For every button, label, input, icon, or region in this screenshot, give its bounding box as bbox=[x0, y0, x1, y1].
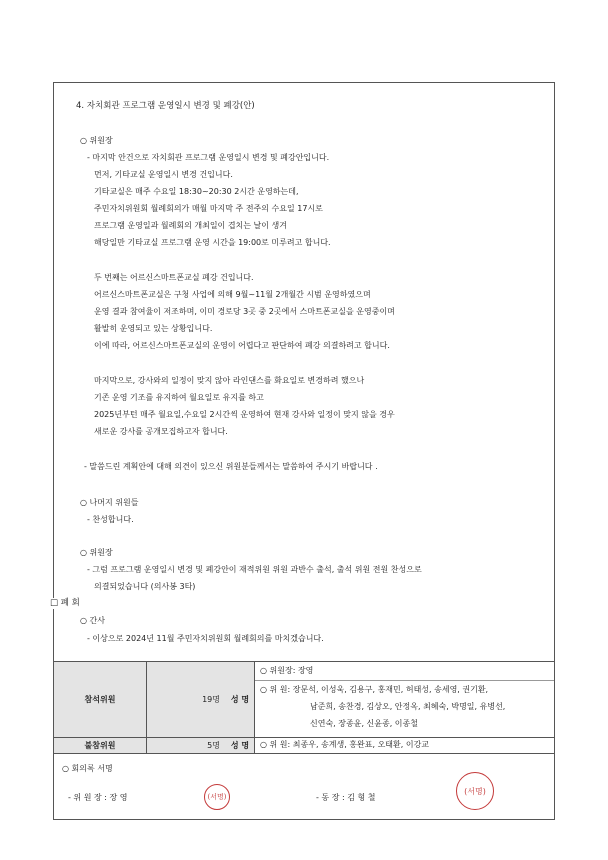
chair-line: 이에 따라, 어르신스마트폰교실의 운영이 어렵다고 판단하여 폐강 의결하려고 합니다. bbox=[94, 341, 390, 350]
chair-line: 의결되었습니다 (의사봉 3타) bbox=[94, 582, 196, 591]
chair-signature-stamp: (서명) bbox=[204, 784, 230, 810]
dong-chief-signature: - 동 장 : 김 형 철 bbox=[316, 793, 376, 802]
chair-line: - 그럼 프로그램 운영일시 변경 및 폐강안이 재적위원 위원 과반수 출석, 출석 위원 전원 찬성으로 bbox=[87, 565, 422, 574]
others-label: ○ 나머지 위원들 bbox=[80, 498, 139, 507]
others-speech: - 찬성합니다. bbox=[87, 515, 134, 524]
minutes-body bbox=[50, 83, 554, 662]
table-rule bbox=[54, 661, 554, 662]
chair-line: 마지막으로, 강사와의 일정이 맞지 않아 라인댄스를 화요일로 변경하려 했으나 bbox=[94, 376, 365, 385]
present-label: 참석위원 bbox=[54, 661, 146, 737]
chair-signature: - 위 원 장 : 장 영 bbox=[68, 793, 128, 802]
present-count: 19명 bbox=[146, 661, 226, 737]
secretary-label: ○ 간사 bbox=[80, 616, 105, 625]
chair-line: 해당일만 기타교실 프로그램 운영 시간을 19:00로 미루려고 합니다. bbox=[94, 238, 331, 247]
attendance-table bbox=[54, 661, 554, 753]
absent-members: ○ 위 원: 최종우, 송계생, 홍완표, 오태환, 이강교 bbox=[260, 740, 430, 749]
absent-name-label: 성 명 bbox=[226, 737, 254, 753]
absent-count: 5명 bbox=[146, 737, 226, 753]
dong-chief-signature-stamp: (서명) bbox=[456, 772, 494, 810]
chair-line: 운영 결과 참여율이 저조하며, 이미 경로당 3곳 중 2곳에서 스마트폰교실을 운영중이며 bbox=[94, 307, 395, 316]
chair-label-2: ○ 위원장 bbox=[80, 548, 113, 557]
closing-heading: □ 폐 회 bbox=[50, 598, 84, 609]
chair-line: 활발히 운영되고 있는 상황입니다. bbox=[94, 324, 213, 333]
present-name-label: 성 명 bbox=[226, 661, 254, 737]
table-rule bbox=[54, 737, 554, 738]
members-line: 신연숙, 장종윤, 신윤종, 이종철 bbox=[310, 719, 418, 728]
chair-name-line: ○ 위원장: 장영 bbox=[260, 666, 314, 675]
chair-line: - 마지막 안건으로 자치회관 프로그램 운영일시 변경 및 폐강안입니다. bbox=[87, 153, 330, 162]
chair-label-1: ○ 위원장 bbox=[80, 136, 113, 145]
chair-line: 어르신스마트폰교실은 구청 사업에 의해 9월~11월 2개월간 시범 운영하였으며 bbox=[94, 290, 371, 299]
minutes-page bbox=[50, 82, 555, 820]
signature-title: ○ 회의록 서명 bbox=[62, 764, 113, 773]
chair-line: 주민자치위원회 월례회의가 매월 마지막 주 전주의 수요일 17시로 bbox=[94, 204, 323, 213]
secretary-speech: - 이상으로 2024년 11월 주민자치위원회 월례회의를 마치겠습니다. bbox=[87, 634, 324, 643]
table-rule bbox=[146, 661, 147, 753]
chair-line: 2025년부턴 매주 월요일,수요일 2시간씩 운영하여 현재 강사와 일정이 맞지 않을 경우 bbox=[94, 410, 395, 419]
table-rule bbox=[254, 680, 554, 681]
chair-line: 프로그램 운영일과 월례회의 개최일이 겹치는 날이 생겨 bbox=[94, 221, 287, 230]
chair-line: 먼저, 기타교실 운영일시 변경 건입니다. bbox=[94, 170, 233, 179]
chair-line: 새로운 강사를 공개모집하고자 합니다. bbox=[94, 427, 228, 436]
present-members-cell bbox=[254, 661, 554, 737]
chair-line: 기타교실은 매주 수요일 18:30~20:30 2시간 운영하는데, bbox=[94, 187, 299, 196]
signature-section bbox=[54, 753, 554, 819]
chair-question: - 말씀드린 계획안에 대해 의견이 있으신 위원분들께서는 말씀하여 주시기 바랍니다 . bbox=[84, 462, 378, 471]
absent-label: 불참위원 bbox=[54, 737, 146, 753]
members-line: ○ 위 원: 장문석, 이성욱, 김용구, 홍재민, 허태성, 송세영, 권기환, bbox=[260, 685, 489, 694]
chair-line: 기존 운영 기조를 유지하여 월요일로 유지를 하고 bbox=[94, 393, 264, 402]
chair-line: 두 번째는 어르신스마트폰교실 폐강 건입니다. bbox=[94, 273, 254, 282]
absent-members-cell bbox=[254, 737, 554, 753]
members-line: 남준희, 송찬경, 김상오, 안정옥, 최혜숙, 박명일, 유병선, bbox=[310, 702, 506, 711]
table-rule bbox=[254, 661, 255, 753]
agenda-title: 4. 자치회관 프로그램 운영일시 변경 및 폐강(안) bbox=[76, 101, 255, 111]
